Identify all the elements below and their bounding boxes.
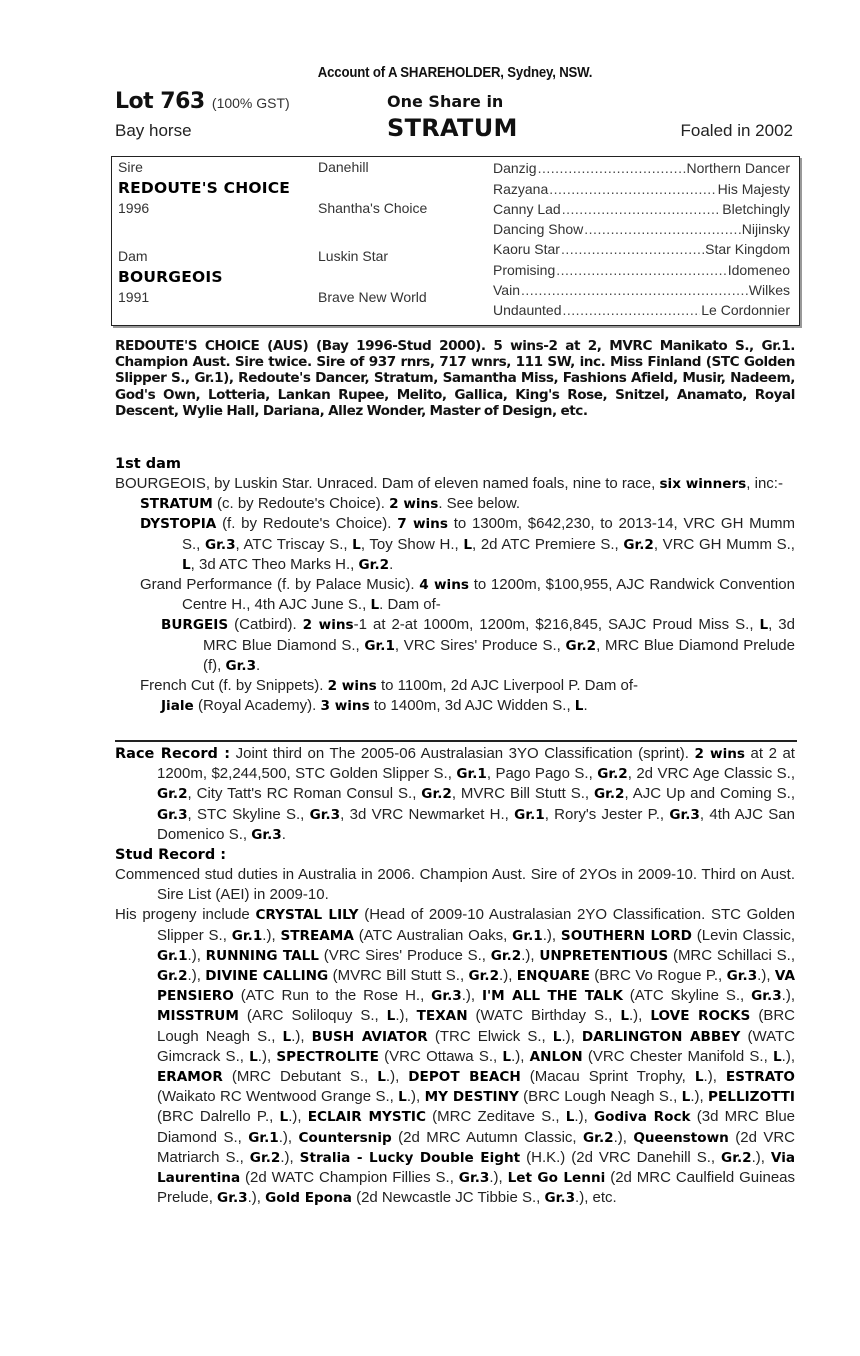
race-grade: L: [279, 1109, 289, 1126]
progeny-name: ECLAIR MYSTIC: [307, 1109, 426, 1126]
share-label: One Share in: [387, 92, 504, 111]
grandparent-row: Kaoru Star ..... Star Kingdom: [493, 241, 790, 260]
produce-entry: BURGEIS (Catbird). 2 wins-1 at 2-at 1000m, 1200m, $216,845, SAJC Proud Miss S., L, 3d MRC Blue Diamond S., Gr.1, VRC Sires' Produce S., Gr.2, MRC Blue Diamond Prelude (f), Gr.3.: [161, 616, 795, 674]
stud-summary: Commenced stud duties in Australia in 2006. Champion Aust. Sire of 2YOs in 2009-10. Third on Aust. Sire List (AEI) in 2009-10.: [115, 866, 795, 904]
grandparent-row: Dancing Show ..... Nijinsky: [493, 221, 790, 240]
sire-sire: Danehill: [318, 159, 369, 175]
progeny-name: SPECTROLITE: [276, 1048, 379, 1065]
dam-sire: Luskin Star: [318, 248, 389, 264]
sire-label: Sire: [118, 159, 143, 175]
race-grade: L: [502, 1048, 512, 1065]
race-grade: L: [377, 1069, 386, 1086]
progeny-name: Stralia - Lucky Double Eight: [299, 1149, 521, 1166]
progeny-name: CRYSTAL LILY: [255, 907, 359, 924]
dam-year: 1991: [118, 289, 150, 305]
race-grade: Gr.2: [490, 947, 522, 964]
progeny-name: SOUTHERN LORD: [560, 927, 692, 944]
race-grade: Gr.1: [231, 927, 263, 944]
progeny-name: TEXAN: [416, 1008, 468, 1025]
lot-number: [115, 89, 290, 114]
race-grade: L: [620, 1008, 629, 1025]
progeny-name: DIVINE CALLING: [205, 968, 329, 985]
dam-name: BOURGEOIS: [118, 268, 223, 286]
progeny-name: Gold Epona: [265, 1190, 352, 1207]
colour-sex: Bay horse: [115, 121, 192, 140]
produce-entry: DYSTOPIA (f. by Redoute's Choice). 7 wins to 1300m, $642,230, to 2013-14, VRC GH Mumm S., Gr.3, ATC Triscay S., L, Toy Show H., L, 2d ATC Premiere S., Gr.2, VRC GH Mumm S., L, 3d ATC Theo Marks H., Gr.2.: [140, 515, 795, 573]
progeny-list: His progeny include CRYSTAL LILY (Head of 2009-10 Australasian 2YO Classification. STC Golden Slipper S., Gr.1.), STREAMA (ATC Australian Oaks, Gr.1.), SOUTHERN LORD (Levin Classic, Gr.1.), RUNNING TALL (VRC Sires' Produce S., Gr.2.), UNPRETENTIOUS (MRC Schillaci S., Gr.2.), DIVINE CALLING (MVRC Bill Stutt S., Gr.2.), ENQUARE (BRC Vo Rogue P., Gr.3.), VA PENSIERO (ATC Run to the Rose H., Gr.3.), I'M ALL THE TALK (ATC Skyline S., Gr.3.), MISSTRUM (ARC Soliloquy S., L.), TEXAN (WATC Birthday S., L.), LOVE ROCKS (BRC Lough Neagh S., L.), BUSH AVIATOR (TRC Elwick S., L.), DARLINGTON ABBEY (WATC Gimcrack S., L.), SPECTROLITE (VRC Ottawa S., L.), ANLON (VRC Chester Manifold S., L.), ERAMOR (MRC Debutant S., L.), DEPOT BEACH (Macau Sprint Trophy, L.), ESTRATO (Waikato RC Wentwood Grange S., L.), MY DESTINY (BRC Lough Neagh S., L.), PELLIZOTTI (BRC Dalrello P., L.), ECLAIR MYSTIC (MRC Zeditave S., L.), Godiva Rock (3d MRC Blue Diamond S., Gr.1.), Countersnip (2d MRC Autumn Classic, Gr.2.), Queenstown (2d VRC Matriarch S., Gr.2.), Stralia - Lucky Double Eight (H.K.) (2d VRC Danehill S., Gr.2.), Via Laurentina (2d WATC Champion Fillies S., Gr.3.), Let Go Lenni (2d MRC Caulfield Guineas Prelude, Gr.3.), Gold Epona (2d Newcastle JC Tibbie S., Gr.3.), etc.: [115, 906, 796, 1207]
race-grade: Gr.3: [544, 1190, 576, 1207]
race-grade: L: [552, 1028, 562, 1045]
produce-entry: French Cut (f. by Snippets). 2 wins to 1100m, 2d AJC Liverpool P. Dam of-: [140, 677, 639, 695]
first-dam-section: [115, 454, 795, 716]
dam-dam: Brave New World: [318, 289, 427, 305]
vendor-account: Account of A SHAREHOLDER, Sydney, NSW.: [317, 64, 593, 81]
foaled-year: Foaled in 2002: [680, 121, 793, 140]
race-record-section: [115, 744, 795, 1208]
lot-label: Lot 763: [115, 89, 205, 114]
race-grade: Gr.1: [512, 927, 543, 944]
race-grade: L: [565, 1109, 575, 1126]
sire-name: REDOUTE'S CHOICE: [118, 179, 291, 197]
sire-dam: Shantha's Choice: [318, 200, 428, 216]
lot-header: [115, 84, 795, 142]
race-grade: Gr.2: [721, 1149, 752, 1166]
race-record-label: Race Record :: [115, 746, 231, 762]
gst-note: (100% GST): [211, 95, 290, 111]
race-grade: Gr.1: [157, 947, 188, 964]
sire-summary: REDOUTE'S CHOICE (AUS) (Bay 1996-Stud 2000). 5 wins-2 at 2, MVRC Manikato S., Gr.1. Champion Aust. Sire twice. Sire of 937 rnrs, 717 wnrs, 111 SW, inc. Miss Finland (STC Golden Slipper S., Gr.1), Redoute's Dancer, Stratum, Samantha Miss, Fashions Afield, Musir, Nadeem, God's Own, Lotteria, Lankan Rupee, Melito, Gallica, King's Rose, Snitzel, Anamato, Royal Descent, Wylie Hall, Dariana, Allez Wonder, Master of Design, etc.: [115, 338, 795, 419]
grandparent-row: Promising ..... Idomeneo: [493, 262, 790, 281]
race-grade: Gr.3: [431, 988, 462, 1005]
race-grade: Gr.2: [157, 968, 188, 985]
sire-year: 1996: [118, 200, 150, 216]
progeny-name: Godiva Rock: [593, 1109, 691, 1126]
progeny-name: ENQUARE: [516, 968, 590, 985]
race-grade: Gr.2: [249, 1149, 281, 1166]
race-grade: Gr.1: [248, 1129, 279, 1146]
progeny-name: Countersnip: [298, 1129, 392, 1146]
first-dam-heading: 1st dam: [115, 456, 181, 472]
progeny-name: ERAMOR: [157, 1069, 223, 1086]
section-divider: [115, 740, 797, 742]
race-grade: Gr.2: [583, 1129, 614, 1146]
progeny-name: VA PENSIERO: [157, 968, 795, 1005]
race-grade: L: [773, 1048, 782, 1065]
progeny-name: Via Laurentina: [157, 1149, 796, 1187]
race-grade: L: [249, 1048, 258, 1065]
progeny-name: PELLIZOTTI: [708, 1089, 795, 1106]
progeny-name: I'M ALL THE TALK: [481, 988, 623, 1005]
race-grade: Gr.3: [458, 1170, 490, 1187]
progeny-name: Queenstown: [633, 1129, 729, 1146]
progeny-name: DARLINGTON ABBEY: [581, 1028, 741, 1045]
race-grade: L: [681, 1089, 691, 1106]
grandparent-row: Razyana ..... His Majesty: [493, 181, 790, 200]
stud-record-heading: Stud Record :: [115, 847, 227, 864]
progeny-name: STREAMA: [280, 927, 354, 944]
race-grade: Gr.3: [217, 1190, 248, 1207]
progeny-name: ANLON: [529, 1048, 583, 1065]
race-grade: Gr.3: [751, 988, 782, 1005]
grandparent-row: Vain ..... Wilkes: [493, 282, 790, 301]
dam-intro: BOURGEOIS, by Luskin Star. Unraced. Dam of eleven named foals, nine to race, six winners, inc:-: [115, 475, 783, 492]
progeny-name: RUNNING TALL: [205, 947, 319, 964]
progeny-name: UNPRETENTIOUS: [539, 947, 669, 964]
progeny-name: ESTRATO: [725, 1069, 795, 1086]
race-grade: L: [398, 1089, 407, 1106]
produce-entry: Jiale (Royal Academy). 3 wins to 1400m, 3d AJC Widden S., L.: [161, 697, 588, 715]
produce-entry: STRATUM (c. by Redoute's Choice). 2 wins. See below.: [140, 495, 521, 513]
pedigree-box: [111, 156, 800, 326]
progeny-name: LOVE ROCKS: [650, 1008, 751, 1025]
grandparent-row: Danzig ..... Northern Dancer: [493, 160, 790, 179]
progeny-name: DEPOT BEACH: [408, 1069, 521, 1086]
race-grade: L: [386, 1008, 396, 1025]
race-grade: Gr.2: [468, 968, 500, 985]
race-grade: L: [694, 1069, 704, 1086]
progeny-name: MISSTRUM: [157, 1008, 239, 1025]
horse-name: STRATUM: [387, 114, 518, 142]
progeny-name: MY DESTINY: [424, 1089, 519, 1106]
race-grade: L: [282, 1028, 292, 1045]
race-record: Race Record : Joint third on The 2005-06 Australasian 3YO Classification (sprint). 2 wins at 2 at 1200m, $2,244,500, STC Golden Slipper S., Gr.1, Pago Pago S., Gr.2, 2d VRC Age Classic S., Gr.2, City Tatt's RC Roman Consul S., Gr.2, MVRC Bill Stutt S., Gr.2, AJC Up and Coming S., Gr.3, STC Skyline S., Gr.3, 3d VRC Newmarket H., Gr.1, Rory's Jester P., Gr.3, 4th AJC San Domenico S., Gr.3.: [115, 745, 795, 843]
progeny-name: Let Go Lenni: [507, 1170, 606, 1187]
dam-label: Dam: [118, 248, 148, 264]
race-grade: Gr.3: [726, 968, 758, 985]
grandparent-row: Canny Lad ..... Bletchingly: [493, 201, 790, 220]
grandparent-row: Undaunted ..... Le Cordonnier: [493, 302, 790, 321]
progeny-name: BUSH AVIATOR: [311, 1028, 428, 1045]
produce-entry: Grand Performance (f. by Palace Music). 4 wins to 1200m, $100,955, AJC Randwick Convention Centre H., 4th AJC June S., L. Dam of-: [140, 576, 795, 614]
catalogue-page: [115, 62, 796, 1207]
